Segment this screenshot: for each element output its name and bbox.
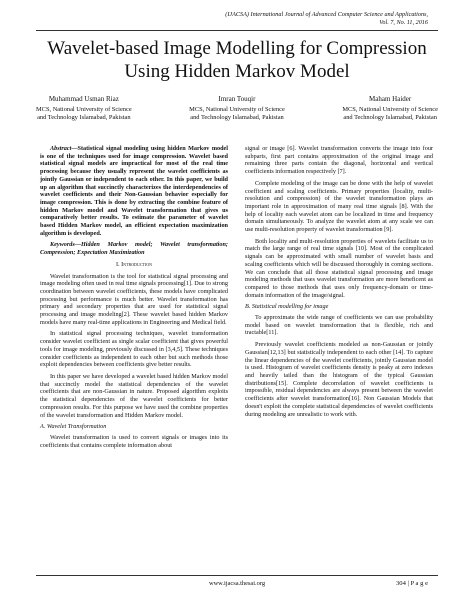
paragraph: Complete modeling of the image can be done with the help of wavelet coefficient and scaling coefficients. Primary properties (locality, multi-resolution and compression) of the wavelet transformation plays an important role in approximation of many real time signals [8]. With the help of locality each wavelet atom can be localized in time and frequency domain simultaneously. To analyze the wavelet atom at any scale we can use multi-resolution property of wavelet transformation [9].	[245, 179, 433, 234]
author-1	[36, 95, 132, 122]
paper-title	[36, 37, 438, 83]
author-name: Imran Touqir	[218, 95, 256, 103]
journal-url: www.ijacsa.thesai.org	[208, 580, 266, 587]
author-affiliation: and Technology Islamabad, Pakistan	[190, 114, 284, 121]
paper-title-line2: Using Hidden Markov Model	[124, 61, 350, 82]
abstract-text: —Statistical signal modeling using hidden Markov model is one of the techniques used for image compression. Wavelet based statistical signal models are impractical for most of the real time processing because they usually represent the wavelet coefficients as jointly Gaussian or independent to each other. In this paper, we build up an algorithm that succinctly characterizes the interdependencies of wavelet coefficients and their Non-Gaussian behavior especially for image compression. This is done by extracting the combine feature of hidden Markov model and Wavelet transformation that gives us comparatively better results. To estimate the parameter of wavelet based Hidden Markov model, an efficient expectation maximization algorithm is developed.	[40, 145, 228, 237]
author-3	[342, 95, 438, 122]
section-heading-introduction: I. Introduction	[115, 260, 153, 268]
paragraph: In statistical signal processing techniques, wavelet transformation consider wavelet coefficient as single scalar coefficient that gives powerful tools for image modeling, previously discussed in [3,4,5]. These techniques consider coefficients as independent to each other but such methods those exploit dependencies between coefficients give better results.	[40, 330, 228, 369]
journal-header	[188, 11, 428, 27]
author-affiliation: MCS, National University of Science	[189, 106, 285, 113]
footer-divider	[36, 575, 438, 576]
paragraph: signal or image [6]. Wavelet transformation converts the image into four subparts, first part contains approximation of the original image and remaining three parts contain the diagonal, horizontal and vertical coefficients information respectively [7].	[245, 145, 433, 176]
abstract-label: Abstract	[50, 145, 72, 152]
left-column	[40, 145, 228, 453]
subsection-heading-statistical: B. Statistical modelling for image	[245, 303, 329, 311]
author-name: Maham Haider	[369, 95, 412, 103]
paragraph: Previously wavelet coefficients modeled as non-Gaussian or jointly Gaussian[12,13] but statistically independent to each other [14]. To capture the linear dependencies of the wavelet coefficients, jointly Gaussian model is used. Histogram of wavelet coefficients density is peaky at zero indexes and heavily tailed than the histogram of the typical Gaussian distributions[15]. Complete decorrelation of wavelet coefficients is impossible, residual dependencies are always present between the wavelet coefficients after wavelet transformation[16]. Non Gaussian Models that doesn't exploit the complete statistical dependencies of wavelet coefficients during modeling are unrealistic to work with.	[245, 341, 433, 418]
author-affiliation: MCS, National University of Science	[342, 106, 438, 113]
paper-title-line1: Wavelet-based Image Modelling for Compression	[47, 38, 427, 59]
keywords-text: Hidden Markov model; Wavelet transformation; Compression; Expectation Maximization	[40, 241, 228, 257]
paragraph: Wavelet transformation is the tool for statistical signal processing and image modeling often used in real time signals processing[1]. Due to strong coordination between wavelet coefficients, these models have complicated processing but performance is much better. Wavelet transformation has primary and secondary properties that are used for statistical signal processing and image modeling[2]. These wavelet based hidden Markov models have many real-time applications in Engineering and Medical field.	[40, 272, 228, 326]
header-divider	[36, 30, 438, 31]
subsection-heading-wavelet: A. Wavelet Transformation	[40, 423, 107, 431]
keywords-label: Keywords—	[50, 241, 81, 249]
author-2	[189, 95, 285, 122]
abstract	[40, 145, 228, 237]
author-affiliation: and Technology Islamabad, Pakistan	[37, 114, 131, 121]
author-block	[36, 95, 438, 122]
paragraph: Both locality and multi-resolution properties of wavelets facilitate us to match the large range of real time signals [10]. Most of the complicated signals can be approximated with small number of wavelet basis and scaling coefficients which will be discussed thoroughly in coming sections. We can conclude that all those statistical signal processing and image modeling methods that uses wavelet transformation are more beneficent as compared to those methods that uses only frequency-domain or time-domain information of the image/signal.	[245, 237, 433, 299]
right-column	[245, 145, 433, 422]
keywords	[40, 241, 228, 256]
author-affiliation: and Technology Islamabad, Pakistan	[343, 114, 437, 121]
author-affiliation: MCS, National University of Science	[36, 106, 132, 113]
journal-header-line1: (IJACSA) International Journal of Advanced Computer Science and Applications,	[225, 11, 428, 18]
paragraph: To approximate the wide range of coefficients we can use probability model based on wavelet transformation that is flexible, rich and tractable[11].	[245, 314, 433, 337]
journal-header-line2: Vol. 7, No. 11, 2016	[379, 19, 428, 26]
paragraph: In this paper we have developed a wavelet based hidden Markov model that succinctly model the statistical dependencies of the wavelet coefficients that are non-Gaussian in nature. Proposed algorithm exploits the statistical dependencies of the wavelet coefficients for better compression results. For this purpose we have used the combine properties of the wavelet transformation and Hidden Markov model.	[40, 372, 228, 419]
page-number: 304 | P a g e	[395, 580, 428, 587]
author-name: Muhammad Usman Riaz	[48, 95, 119, 103]
paragraph: Wavelet transformation is used to convert signals or images into its coefficients that contains complete information about	[40, 433, 228, 449]
